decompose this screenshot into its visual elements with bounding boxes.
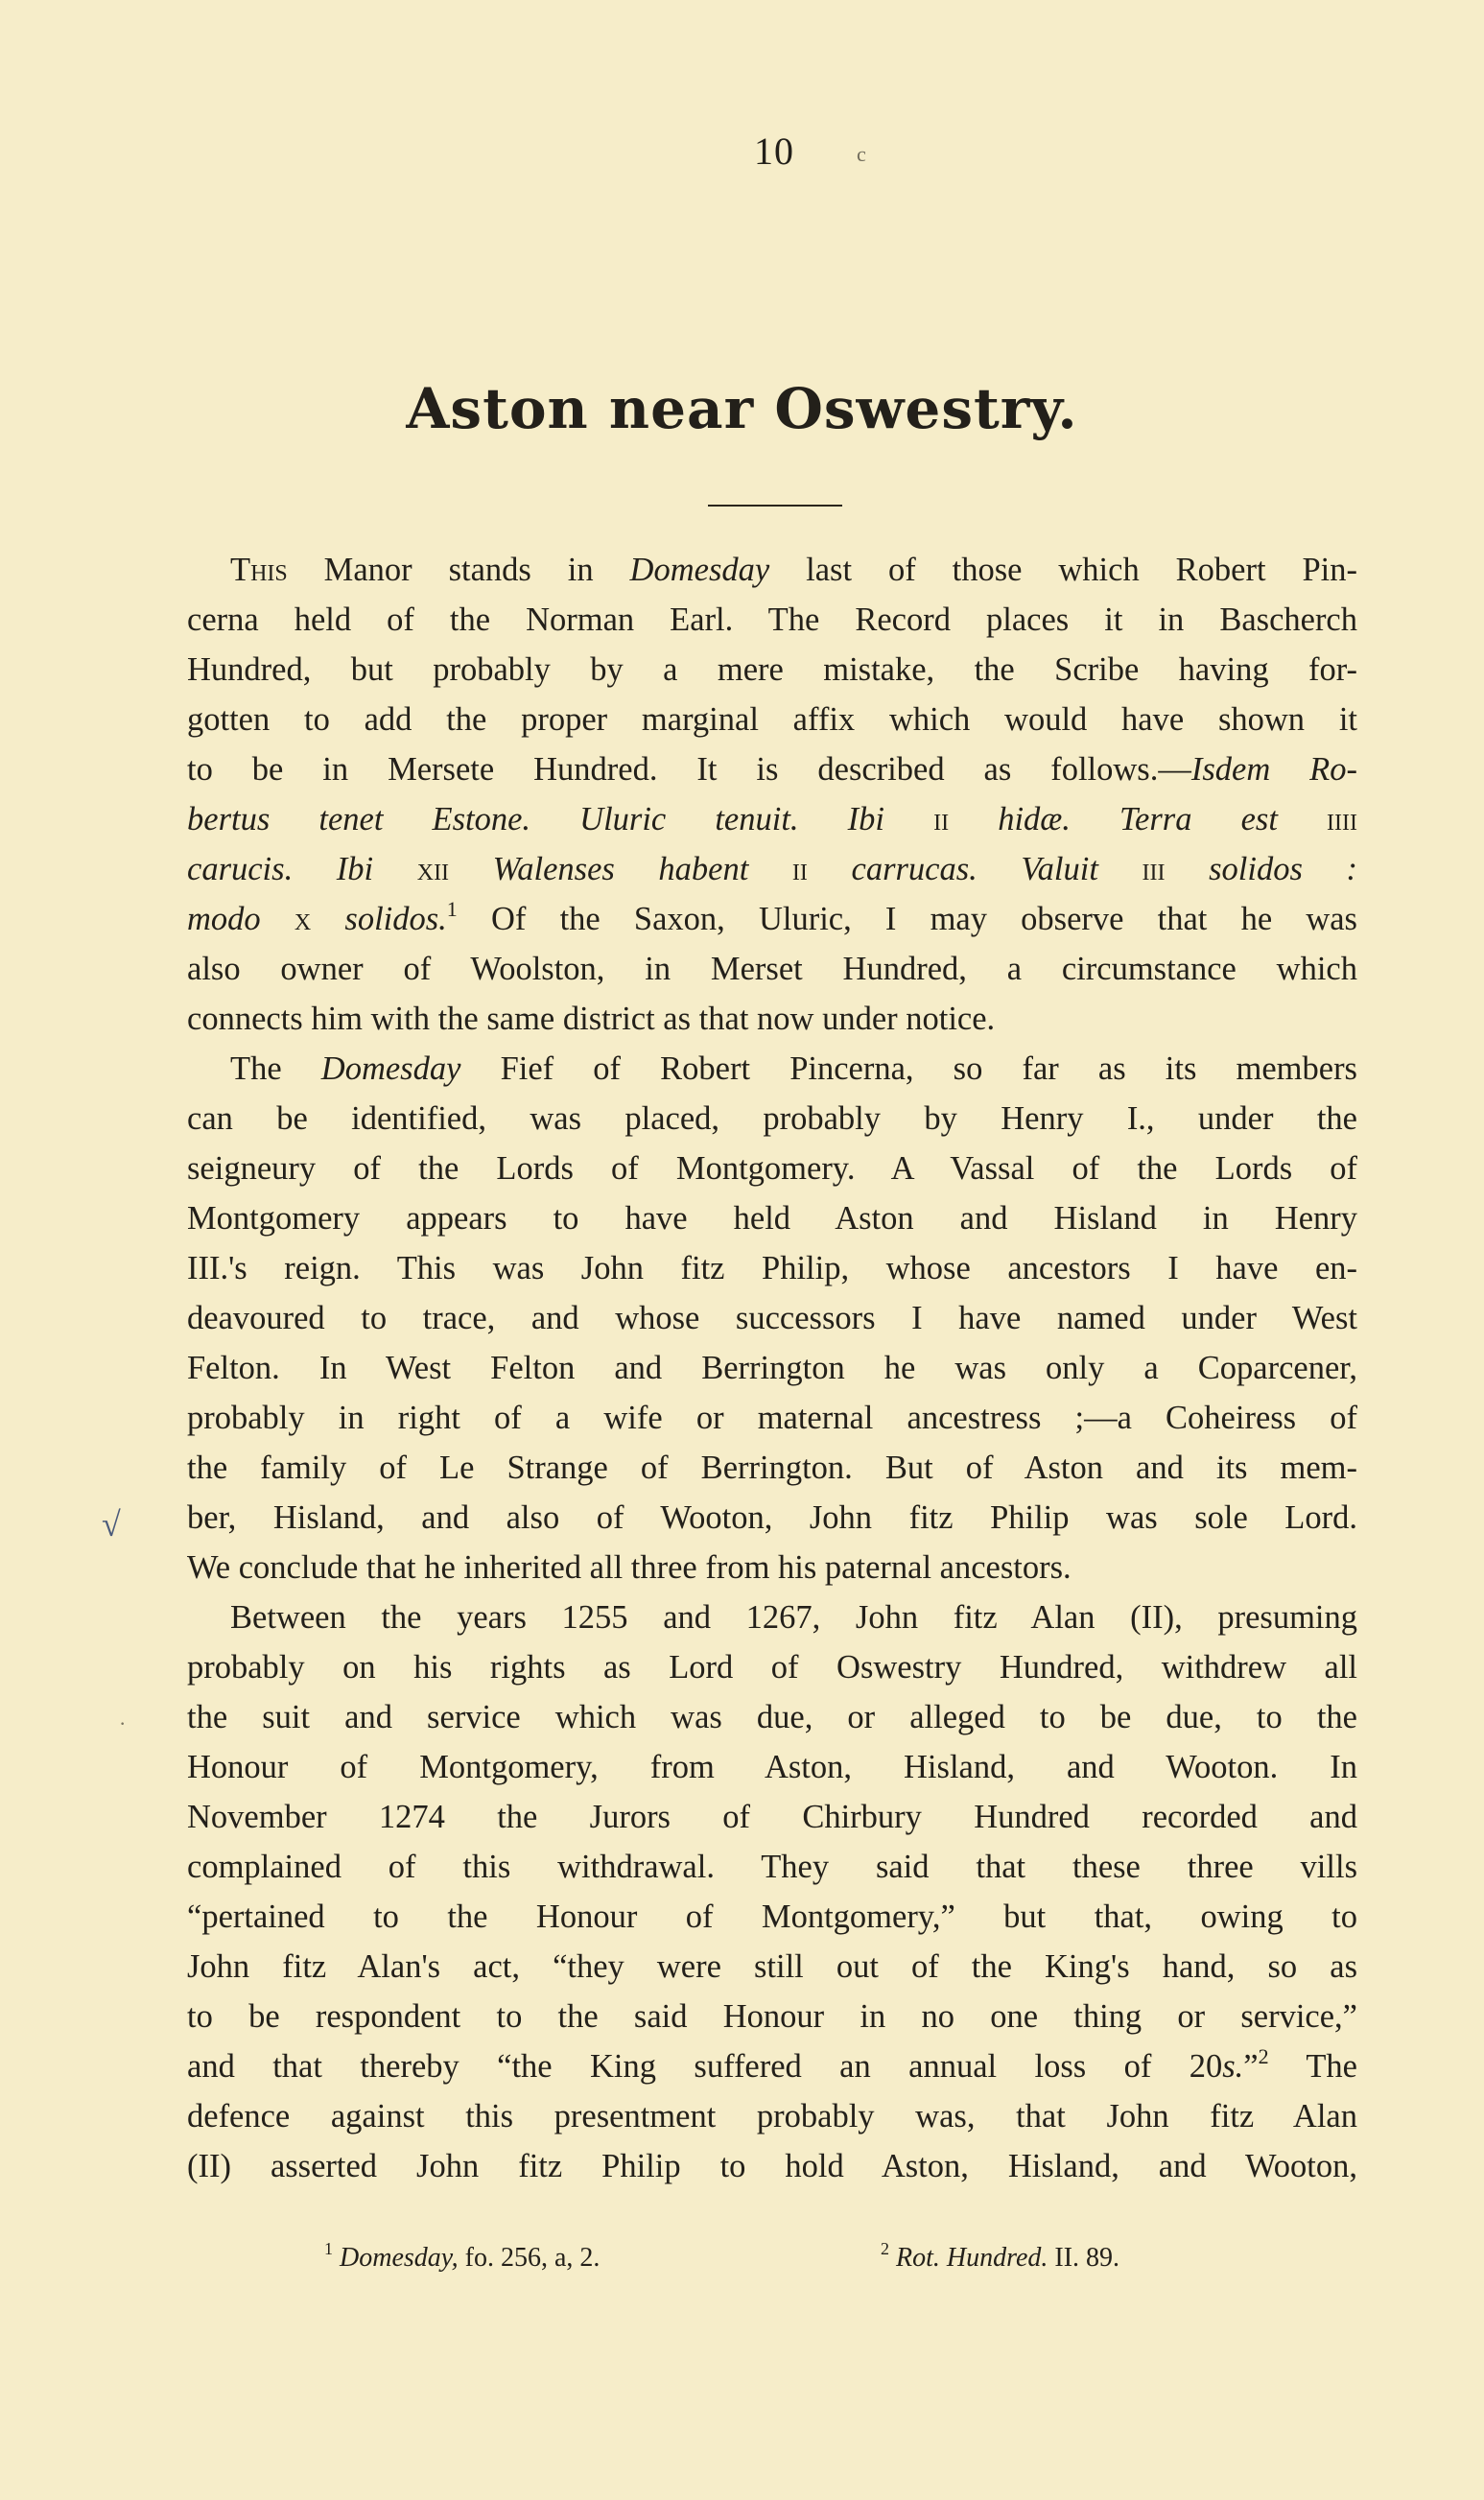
text-run: x <box>260 901 345 937</box>
page-mark: c <box>857 142 866 166</box>
text-run: Walenses habent <box>492 851 749 887</box>
footnote-source: Domesday, <box>340 2243 459 2273</box>
text-line: probably in right of a wife or maternal ancestress ;—a Coheiress of <box>187 1400 1357 1436</box>
text-run: modo <box>187 901 261 937</box>
text-line <box>187 2041 1357 2091</box>
footnote-number: 2 <box>881 2239 889 2258</box>
text-line: defence against this presentment probably was, that John fitz Alan <box>187 2098 1357 2134</box>
text-line: to be respondent to the said Honour in no one thing or service,” <box>187 1998 1357 2035</box>
text-run: solidos. <box>344 901 447 937</box>
text-run: s. <box>1222 2048 1244 2085</box>
text-line <box>187 844 1357 894</box>
body-text <box>187 545 1357 2191</box>
text-line <box>187 794 1357 844</box>
text-run: Domesday <box>320 1050 461 1087</box>
text-run: xii <box>373 851 493 887</box>
text-run: hidæ. Terra est <box>998 801 1278 837</box>
text-run: ” <box>1243 2048 1259 2085</box>
text-run: carucis. Ibi <box>187 851 374 887</box>
text-line: November 1274 the Jurors of Chirbury Hundred recorded and <box>187 1799 1357 1835</box>
footnote-reference: fo. 256, a, 2. <box>458 2243 601 2273</box>
text-line: Hundred, but probably by a mere mistake, the Scribe having for- <box>187 651 1357 688</box>
text-run: carrucas. Valuit <box>851 851 1098 887</box>
text-line: can be identified, was placed, probably by Henry I., under the <box>187 1100 1357 1137</box>
footnote-source: Rot. Hundred. <box>896 2243 1048 2273</box>
page-number: 10 <box>754 130 794 173</box>
text-line: the suit and service which was due, or alleged to be due, to the <box>187 1699 1357 1735</box>
text-line: seigneury of the Lords of Montgomery. A Vassal of the Lords of <box>187 1150 1357 1187</box>
text-run: iiii <box>1277 801 1358 837</box>
text-line: Honour of Montgomery, from Aston, Hisland, and Wooton. In <box>187 1749 1357 1785</box>
margin-dot: · <box>119 1711 127 1735</box>
text-line: John fitz Alan's act, “they were still out of the King's hand, so as <box>187 1948 1357 1985</box>
text-run: The <box>230 1050 321 1087</box>
text-line: III.'s reign. This was John fitz Philip, whose ancestors I have en- <box>187 1250 1357 1286</box>
text-run: Fief of Robert Pincerna, so far as its members <box>460 1050 1357 1087</box>
text-run: ii <box>748 851 852 887</box>
text-line: cerna held of the Norman Earl. The Record places it in Bascherch <box>187 601 1357 638</box>
text-line <box>187 1044 1357 1094</box>
text-run: The <box>1268 2048 1357 2085</box>
text-line: ber, Hisland, and also of Wooton, John fitz Philip was sole Lord. <box>187 1499 1357 1536</box>
text-line: Between the years 1255 and 1267, John fitz Alan (II), presuming <box>230 1599 1357 1636</box>
margin-check-mark: √ <box>102 1505 121 1544</box>
text-line <box>187 894 1357 944</box>
text-run: last of those which Robert Pin- <box>769 552 1357 588</box>
text-run: bertus tenet Estone. Uluric tenuit. Ibi <box>187 801 884 837</box>
text-line: Montgomery appears to have held Aston and Hisland in Henry <box>187 1200 1357 1237</box>
text-line: “pertained to the Honour of Montgomery,” but that, owing to <box>187 1899 1357 1935</box>
text-run: Manor stands in <box>287 552 630 588</box>
text-line <box>187 545 1357 595</box>
text-run: iii <box>1097 851 1210 887</box>
footnote-2 <box>881 2239 1120 2274</box>
footnote-ref-2: 2 <box>1258 2044 1269 2068</box>
text-line: probably on his rights as Lord of Oswestry Hundred, withdrew all <box>187 1649 1357 1686</box>
title-rule <box>708 505 842 507</box>
text-line: Felton. In West Felton and Berrington he was only a Coparcener, <box>187 1350 1357 1386</box>
text-line: complained of this withdrawal. They said that these three vills <box>187 1849 1357 1885</box>
footnote-number: 1 <box>324 2239 333 2258</box>
text-line: the family of Le Strange of Berrington. But of Aston and its mem- <box>187 1450 1357 1486</box>
text-run: This <box>230 552 288 588</box>
text-run: Isdem Ro- <box>1190 751 1357 788</box>
text-line: (II) asserted John fitz Philip to hold Aston, Hisland, and Wooton, <box>187 2148 1357 2184</box>
text-run: Domesday <box>629 552 770 588</box>
text-line <box>187 744 1357 794</box>
text-run: and that thereby “the King suffered an annual loss of 20 <box>187 2048 1223 2085</box>
text-line: also owner of Woolston, in Merset Hundred, a circumstance which <box>187 951 1357 987</box>
text-line: connects him with the same district as that now under notice. <box>187 1001 996 1037</box>
text-run: Of the Saxon, Uluric, I may observe that he was <box>457 901 1357 937</box>
text-line: deavoured to trace, and whose successors I have named under West <box>187 1300 1357 1336</box>
footnote-ref-1: 1 <box>446 897 458 921</box>
text-run: solidos : <box>1209 851 1357 887</box>
footnote-reference: II. 89. <box>1048 2243 1120 2273</box>
text-line: gotten to add the proper marginal affix which would have shown it <box>187 701 1357 738</box>
footnote-1 <box>324 2239 601 2274</box>
text-line: We conclude that he inherited all three from his paternal ancestors. <box>187 1549 1072 1586</box>
text-run: to be in Mersete Hundred. It is described as follows.— <box>187 751 1191 788</box>
chapter-title: Aston near Oswestry. <box>406 376 1078 441</box>
text-run: ii <box>883 801 999 837</box>
